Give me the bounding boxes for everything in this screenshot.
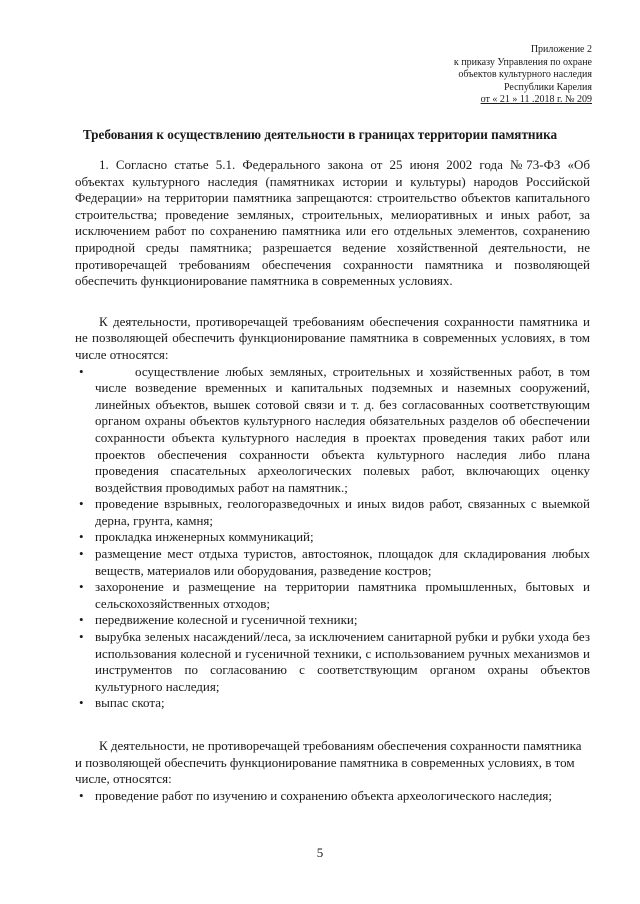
list-item (75, 529, 590, 546)
contradicting-intro: К деятельности, противоречащей требованиям обеспечения сохранности памятника и не позволяющей обеспечить функционирование памятника в современных условиях, в том числе относятся: (75, 313, 590, 362)
list-item-text: осуществление любых земляных, строительных и хозяйственных работ, в том числе возведение временных и капитальных подземных и наземных сооружений, линейных объектов, вышек сотовой связи и т. д. без согласованных соответствующим органом охраны объектов культурного наследия обязательных разделов об обеспечении сохранности объекта культурного наследия в проектах проведения таких работ или проектов обеспечения сохранности объекта культурного наследия либо плана проведения спасательных археологических полевых работ, включающих оценку воздействия проводимых работ на памятник.; (95, 363, 590, 495)
list-item (75, 496, 590, 529)
appendix-label: Приложение 2 (530, 44, 592, 55)
appendix-region: Республики Карелия (503, 81, 592, 93)
list-item-text: размещение мест отдыха туристов, автостоянок, площадок для складирования любых веществ, материалов или оборудования, разведение костров; (95, 546, 590, 578)
list-item-text: проведение взрывных, геологоразведочных и иных видов работ, связанных с выемкой дерна, грунта, камня; (95, 496, 590, 528)
bullet-icon: • (79, 496, 84, 512)
list-item-text: захоронение и размещение на территории памятника промышленных, бытовых и сельскохозяйственных отходов; (95, 579, 590, 611)
list-item (75, 546, 590, 579)
page-number: 5 (316, 845, 324, 860)
noncontradicting-intro: К деятельности, не противоречащей требованиям обеспечения сохранности памятника и позволяющей обеспечить функционирование памятника в современных условиях, в том числе, относятся: (75, 738, 582, 787)
bullet-icon: • (79, 529, 84, 545)
bullet-icon: • (79, 612, 84, 628)
appendix-order-ref: к приказу Управления по охране (453, 56, 592, 68)
appendix-date-number: от « 21 » 11 .2018 г. № 209 (480, 94, 592, 106)
bullet-icon: • (79, 579, 84, 595)
bullet-icon: • (79, 695, 84, 711)
section-1-paragraph: 1. Согласно статье 5.1. Федерального закона от 25 июня 2002 года №73-ФЗ «Об объектах культурного наследия (памятниках истории и культуры) народов Российской Федерации» на территории памятника запрещаются: строительство объектов капитального строительства; проведение земляных, строительных, мелиоративных и иных работ, за исключением работ по сохранению памятника или его отдельных элементов, сохранению природной среды памятника; разрешается ведение хозяйственной деятельности, не противоречащей требованиям обеспечения сохранности памятника и позволяющей обеспечить функционирование памятника в современных условиях. (75, 157, 590, 289)
contradicting-list (75, 364, 590, 712)
list-item-text: выпас скота; (95, 695, 165, 711)
list-item (75, 612, 590, 629)
list-item-text: передвижение колесной и гусеничной техники; (95, 612, 358, 628)
list-item (75, 695, 590, 712)
document-title: Требования к осуществлению деятельности в границах территории памятника (82, 127, 558, 142)
list-item (75, 364, 590, 497)
bullet-icon: • (79, 629, 84, 645)
bullet-icon: • (79, 363, 84, 379)
list-item (75, 579, 590, 612)
noncontradicting-list (75, 788, 590, 805)
document-body (75, 157, 590, 804)
list-item (75, 629, 590, 695)
list-item-text: проведение работ по изучению и сохранению объекта археологического наследия; (95, 787, 552, 803)
list-item-text: прокладка инженерных коммуникаций; (95, 529, 314, 545)
list-item (75, 788, 590, 805)
bullet-icon: • (79, 546, 84, 562)
list-item-text: вырубка зеленых насаждений/леса, за исключением санитарной рубки и рубки ухода без использования колесной и гусеничной техники, с использованием ручных механизмов и инструментов по согласованию с соответствующим органом охраны объектов культурного наследия; (95, 629, 590, 694)
appendix-authority: объектов культурного наследия (458, 69, 592, 81)
bullet-icon: • (79, 787, 84, 803)
appendix-header (454, 44, 592, 107)
